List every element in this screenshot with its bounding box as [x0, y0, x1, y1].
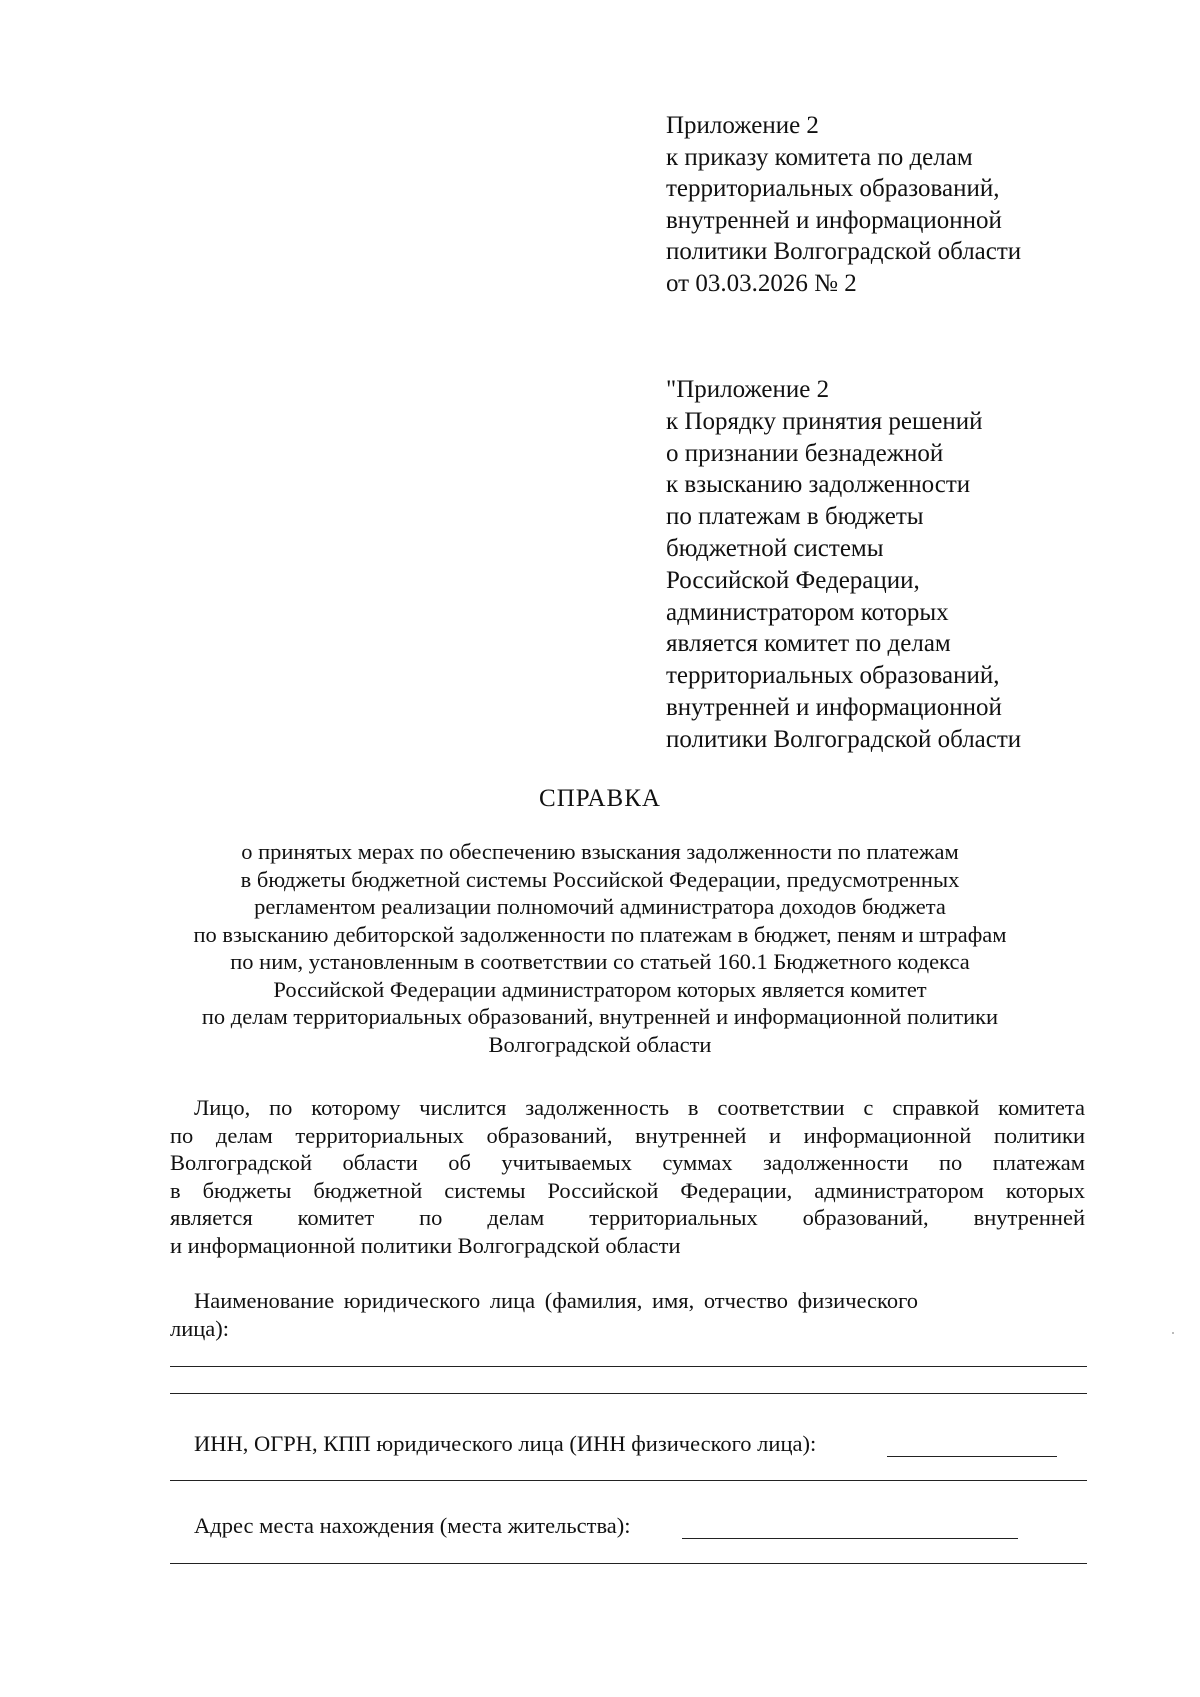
subtitle-line: о принятых мерах по обеспечению взыскания задолженности по платежам [241, 839, 959, 864]
subtitle-line: по делам территориальных образований, внутренней и информационной политики [201, 1004, 999, 1029]
appendix-quote-line: по платежам в бюджеты [666, 503, 924, 531]
appendix-header-line: политики Волгоградской области [666, 238, 1022, 265]
address-fill-line[interactable] [170, 1563, 1087, 1564]
appendix-quote-line: Российской Федерации, [666, 566, 920, 594]
subtitle-line: в бюджеты бюджетной системы Российской Федерации, предусмотренных [240, 866, 960, 892]
name-fill-line[interactable] [170, 1366, 1087, 1367]
subtitle-line: регламентом реализации полномочий администратора доходов бюджета [254, 894, 946, 919]
appendix-header-line: внутренней и информационной [666, 206, 1002, 234]
subtitle-line: Волгоградской области [488, 1031, 712, 1057]
appendix-quote-line: территориальных образований, [666, 662, 1000, 690]
appendix-quote-line: к Порядку принятия решений [666, 407, 983, 435]
subtitle-line: Российской Федерации администратором которых является комитет [273, 976, 927, 1002]
inn-fill-line[interactable] [170, 1480, 1087, 1481]
appendix-header-line: от 03.03.2026 № 2 [666, 269, 857, 297]
paragraph-line: является комитет по делам территориальных образований, внутренней [170, 1205, 1085, 1230]
name-label-line: Наименование юридического лица (фамилия, имя, отчество физического [194, 1288, 918, 1313]
address-fill-line[interactable] [682, 1538, 1018, 1539]
appendix-quote-line: о признании безнадежной [666, 439, 944, 467]
appendix-quote [666, 374, 1021, 756]
subtitle-line: по взысканию дебиторской задолженности по платежам в бюджет, пеням и штрафам [193, 921, 1007, 947]
paragraph-line: по делам территориальных образований, внутренней и информационной политики [170, 1122, 1085, 1148]
appendix-quote-line: внутренней и информационной [666, 693, 1002, 721]
appendix-header-line: Приложение 2 [666, 112, 819, 139]
appendix-header [666, 110, 1021, 299]
document-subtitle [150, 838, 1050, 1058]
appendix-header-line: территориальных образований, [666, 175, 1000, 202]
name-label-line: лица): [170, 1315, 230, 1341]
scan-artifact [1172, 1332, 1174, 1334]
document-title: СПРАВКА [539, 785, 661, 812]
appendix-quote-line: к взысканию задолженности [666, 471, 971, 499]
paragraph-line: Волгоградской области об учитываемых суммах задолженности по платежам [170, 1150, 1085, 1175]
appendix-quote-line: "Приложение 2 [666, 376, 830, 403]
appendix-quote-line: политики Волгоградской области [666, 725, 1022, 753]
inn-field-label: ИНН, ОГРН, КПП юридического лица (ИНН физического лица): [194, 1431, 817, 1456]
address-field-label: Адрес места нахождения (места жительства): [194, 1513, 631, 1538]
name-field-label [170, 1287, 974, 1342]
paragraph-line: в бюджеты бюджетной системы Российской Федерации, администратором которых [170, 1177, 1085, 1203]
body-paragraph [170, 1094, 1085, 1259]
appendix-quote-line: является комитет по делам [666, 630, 951, 658]
subtitle-line: по ним, установленным в соответствии со статьей 160.1 Бюджетного кодекса [230, 949, 970, 974]
appendix-quote-line: бюджетной системы [666, 534, 884, 562]
paragraph-line: Лицо, по которому числится задолженность в соответствии с справкой комитета [194, 1095, 1085, 1120]
name-fill-line[interactable] [170, 1393, 1087, 1394]
inn-fill-line[interactable] [887, 1456, 1057, 1457]
appendix-header-line: к приказу комитета по делам [666, 143, 973, 171]
appendix-quote-line: администратором которых [666, 598, 949, 626]
paragraph-line: и информационной политики Волгоградской области [170, 1232, 681, 1258]
